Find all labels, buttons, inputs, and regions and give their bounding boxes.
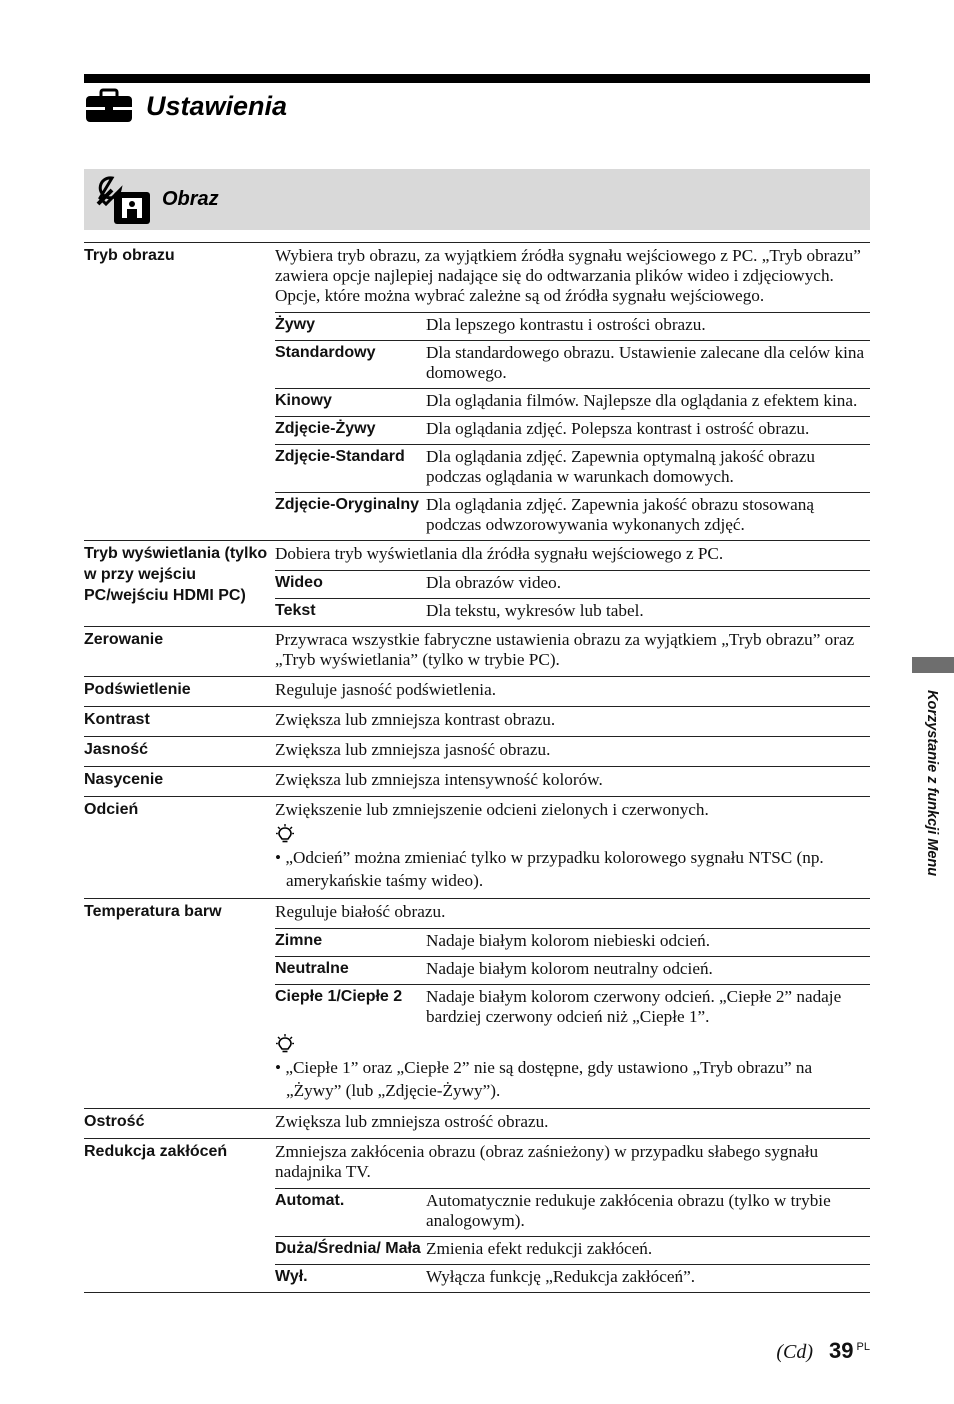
setting-name: Odcień bbox=[84, 801, 139, 818]
option-name: Wideo bbox=[275, 574, 323, 591]
option-description: Nadaje białym kolorom neutralny odcień. bbox=[426, 959, 713, 978]
section-title: Obraz bbox=[162, 188, 219, 210]
option-description: Wyłącza funkcję „Redukcja zakłóceń”. bbox=[426, 1267, 696, 1286]
option-row bbox=[275, 313, 870, 341]
setting-name: Temperatura barw bbox=[84, 903, 222, 920]
option-name: Wył. bbox=[275, 1268, 308, 1285]
option-row bbox=[275, 957, 870, 985]
option-description: Nadaje białym kolorom niebieski odcień. bbox=[426, 931, 710, 950]
option-description: Automatycznie redukuje zakłócenia obrazu (tylko w trybie analogowym). bbox=[426, 1191, 831, 1230]
option-name: Kinowy bbox=[275, 392, 332, 409]
option-description: Dla lepszego kontrastu i ostrości obrazu. bbox=[426, 315, 706, 334]
option-name: Standardowy bbox=[275, 344, 376, 361]
option-description: Nadaje białym kolorom czerwony odcień. „Ciepłe 2” nadaje bardziej czerwony odcień niż „Ciepłe 1”. bbox=[426, 987, 842, 1026]
option-row bbox=[275, 1265, 870, 1292]
setting-row bbox=[84, 1109, 870, 1139]
tip-block bbox=[275, 1034, 870, 1108]
option-name: Tekst bbox=[275, 602, 316, 619]
side-label-text: Korzystanie z funkcji Menu bbox=[924, 690, 940, 877]
option-description: Dla oglądania zdjęć. Zapewnia jakość obrazu stosowaną podczas odwzorowywania wykonanych zdjęć. bbox=[426, 495, 814, 534]
option-row bbox=[275, 493, 870, 540]
option-description: Dla oglądania zdjęć. Polepsza kontrast i ostrość obrazu. bbox=[426, 419, 810, 438]
option-row bbox=[275, 1237, 870, 1265]
setting-description: Dobiera tryb wyświetlania dla źródła sygnału wejściowego z PC. bbox=[275, 544, 724, 563]
setting-row bbox=[84, 541, 870, 627]
setting-description: Zwiększa lub zmniejsza kontrast obrazu. bbox=[275, 710, 556, 729]
side-section-label bbox=[922, 690, 942, 920]
section-band bbox=[84, 169, 870, 230]
option-row bbox=[275, 985, 870, 1032]
option-name: Ciepłe 1/Ciepłe 2 bbox=[275, 988, 403, 1005]
option-name: Zdjęcie-Standard bbox=[275, 448, 405, 465]
setting-name: Nasycenie bbox=[84, 771, 164, 788]
page-title: Ustawienia bbox=[146, 90, 288, 121]
picture-settings-icon bbox=[90, 174, 152, 226]
option-description: Dla obrazów video. bbox=[426, 573, 562, 592]
option-row bbox=[275, 389, 870, 417]
setting-name: Jasność bbox=[84, 741, 149, 758]
option-description: Zmienia efekt redukcji zakłóceń. bbox=[426, 1239, 653, 1258]
top-rule bbox=[84, 74, 870, 83]
options-table bbox=[275, 570, 870, 626]
option-name: Neutralne bbox=[275, 960, 349, 977]
setting-description: Reguluje białość obrazu. bbox=[275, 902, 446, 921]
option-row bbox=[275, 929, 870, 957]
setting-description: Wybiera tryb obrazu, za wyjątkiem źródła sygnału wejściowego z PC. „Tryb obrazu” zawiera opcje najlepiej nadające się do odtwarzania plików wideo i zdjęciowych. Opcje, które można wybrać zależne są od źródła sygnału wejściowego. bbox=[275, 246, 861, 305]
page-footer bbox=[776, 1338, 870, 1364]
setting-description: Przywraca wszystkie fabryczne ustawienia obrazu za wyjątkiem „Tryb obrazu” oraz „Tryb wyświetlania” (tylko w trybie PC). bbox=[275, 630, 855, 669]
option-name: Zdjęcie-Żywy bbox=[275, 420, 376, 437]
side-thumb-tab bbox=[912, 657, 954, 673]
setting-row bbox=[84, 627, 870, 677]
option-row bbox=[275, 599, 870, 626]
settings-table bbox=[84, 242, 870, 1293]
setting-description: Zmniejsza zakłócenia obrazu (obraz zaśnieżony) w przypadku słabego sygnału nadajnika TV. bbox=[275, 1142, 819, 1181]
option-row bbox=[275, 1189, 870, 1237]
setting-name: Ostrość bbox=[84, 1113, 145, 1130]
tip-block bbox=[275, 824, 870, 898]
setting-row bbox=[84, 243, 870, 541]
setting-name: Podświetlenie bbox=[84, 681, 191, 698]
tip-text: • „Ciepłe 1” oraz „Ciepłe 2” nie są dostępne, gdy ustawiono „Tryb obrazu” na „Żywy” (lub „Zdjęcie-Żywy”). bbox=[275, 1058, 813, 1100]
options-table bbox=[275, 928, 870, 1032]
setting-description: Zwiększa lub zmniejsza jasność obrazu. bbox=[275, 740, 551, 759]
option-description: Dla oglądania zdjęć. Zapewnia optymalną jakość obrazu podczas oglądania w warunkach domowych. bbox=[426, 447, 815, 486]
option-row bbox=[275, 341, 870, 389]
option-name: Żywy bbox=[275, 316, 316, 333]
setting-name: Tryb wyświetlania (tylko w przy wejściu PC/wejściu HDMI PC) bbox=[84, 545, 268, 604]
option-row bbox=[275, 571, 870, 599]
option-description: Dla standardowego obrazu. Ustawienie zalecane dla celów kina domowego. bbox=[426, 343, 865, 382]
setting-row bbox=[84, 677, 870, 707]
option-row bbox=[275, 417, 870, 445]
page-header bbox=[84, 86, 287, 126]
setting-description: Zwiększa lub zmniejsza ostrość obrazu. bbox=[275, 1112, 549, 1131]
setting-row bbox=[84, 797, 870, 899]
setting-name: Zerowanie bbox=[84, 631, 164, 648]
option-description: Dla oglądania filmów. Najlepsze dla oglądania z efektem kina. bbox=[426, 391, 858, 410]
setting-row bbox=[84, 899, 870, 1109]
option-name: Zimne bbox=[275, 932, 323, 949]
language-code: PL bbox=[856, 1341, 870, 1353]
option-name: Zdjęcie-Oryginalny bbox=[275, 496, 420, 513]
page-number: 39 bbox=[829, 1338, 854, 1363]
setting-name: Tryb obrazu bbox=[84, 247, 175, 264]
setting-row bbox=[84, 707, 870, 737]
lightbulb-tip-icon bbox=[276, 824, 294, 844]
setting-row bbox=[84, 767, 870, 797]
setting-name: Redukcja zakłóceń bbox=[84, 1143, 228, 1160]
option-row bbox=[275, 445, 870, 493]
lightbulb-tip-icon bbox=[276, 1034, 294, 1054]
options-table bbox=[275, 1188, 870, 1292]
setting-description: Reguluje jasność podświetlenia. bbox=[275, 680, 497, 699]
setting-description: Zwiększa lub zmniejsza intensywność kolorów. bbox=[275, 770, 603, 789]
setting-name: Kontrast bbox=[84, 711, 150, 728]
option-name: Automat. bbox=[275, 1192, 345, 1209]
setting-row bbox=[84, 1139, 870, 1293]
option-description: Dla tekstu, wykresów lub tabel. bbox=[426, 601, 644, 620]
setting-row bbox=[84, 737, 870, 767]
continued-marker: (Cd) bbox=[776, 1341, 814, 1363]
tip-text: • „Odcień” można zmieniać tylko w przypadku kolorowego sygnału NTSC (np. amerykańskie taśmy wideo). bbox=[275, 848, 824, 890]
options-table bbox=[275, 312, 870, 540]
toolbox-icon bbox=[84, 88, 134, 124]
option-name: Duża/Średnia/ Mała bbox=[275, 1240, 421, 1257]
setting-description: Zwiększenie lub zmniejszenie odcieni zielonych i czerwonych. bbox=[275, 800, 709, 819]
